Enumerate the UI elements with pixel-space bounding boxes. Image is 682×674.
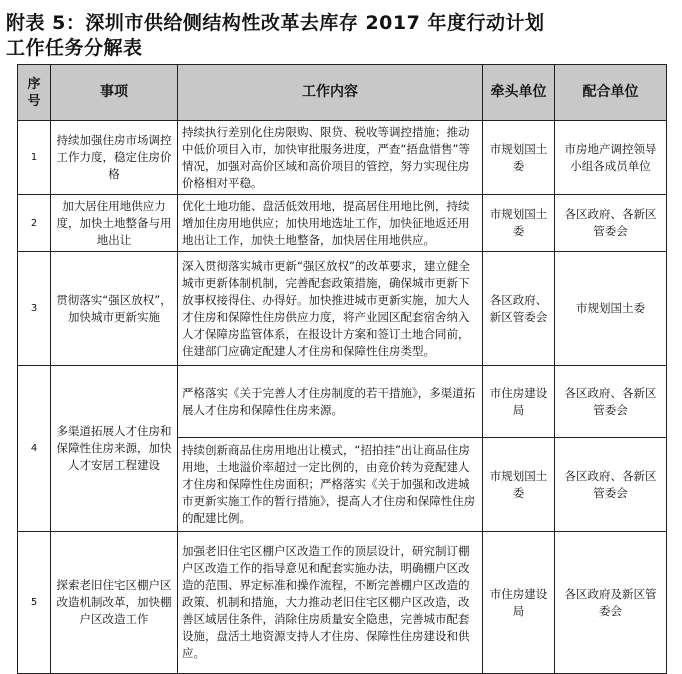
header-seq: 序号	[18, 65, 51, 121]
header-coop: 配合单位	[555, 65, 667, 121]
row-item: 多渠道拓展人才住房和保障性住房来源，加快人才安居工程建设	[51, 366, 178, 532]
row-seq: 1	[18, 121, 51, 195]
header-item: 事项	[51, 65, 178, 121]
row-content: 持续创新商品住房用地出让模式，“招拍挂”出让商品住房用地，土地溢价率超过一定比例的，由竞价转为竞配建人才住房和保障性住房面积；严格落实《关于加强和改进城市更新实施工作的暂行措施》，提高人才住房和保障性住房的配建比例。	[178, 438, 483, 532]
row-item: 持续加强住房市场调控工作力度，稳定住房价格	[51, 121, 178, 195]
table-row	[18, 252, 667, 366]
row-coop: 各区政府、各新区管委会	[555, 438, 667, 532]
row-content: 严格落实《关于完善人才住房制度的若干措施》，多渠道拓展人才住房和保障性住房来源。	[178, 366, 483, 438]
table-header-row	[18, 65, 667, 121]
table-row	[18, 121, 667, 195]
row-lead: 各区政府、新区管委会	[483, 252, 555, 366]
row-lead: 市规划国土委	[483, 438, 555, 532]
row-content: 优化土地功能、盘活低效用地，提高居住用地比例，持续增加住房用地供应；加快用地选址工作，加快征地返还用地出让工作，加快土地整备，加快居住用地供应。	[178, 195, 483, 252]
table-row	[18, 366, 667, 438]
row-seq: 2	[18, 195, 51, 252]
row-item: 贯彻落实“强区放权”，加快城市更新实施	[51, 252, 178, 366]
row-lead: 市住房建设局	[483, 532, 555, 674]
row-item: 加大居住用地供应力度，加快土地整备与用地出让	[51, 195, 178, 252]
row-lead: 市住房建设局	[483, 366, 555, 438]
row-content: 加强老旧住宅区棚户区改造工作的顶层设计，研究制订棚户区改造工作的指导意见和配套实施办法，明确棚户区改造的范围、界定标准和操作流程，不断完善棚户区改造的政策、机制和措施，大力推动老旧住宅区棚户区改造，改善区域居住条件，消除住房质量安全隐患，完善城市配套设施，盘活土地资源支持人才住房、保障性住房建设和供应。	[178, 532, 483, 674]
row-coop: 各区政府及新区管委会	[555, 532, 667, 674]
row-coop: 市房地产调控领导小组各成员单位	[555, 121, 667, 195]
row-seq: 3	[18, 252, 51, 366]
row-coop: 各区政府、各新区管委会	[555, 366, 667, 438]
row-seq: 4	[18, 366, 51, 532]
row-coop: 市规划国土委	[555, 252, 667, 366]
document-title: 附表 5：深圳市供给侧结构性改革去库存 2017 年度行动计划	[6, 12, 545, 34]
row-content: 深入贯彻落实城市更新“强区放权”的改革要求，建立健全城市更新体制机制，完善配套政策措施，确保城市更新下放事权接得住、办得好。加快推进城市更新实施，加大人才住房和保障性住房供应力度，将产业园区配套宿舍纳入人才保障房监管体系，在报设计方案和签订土地合同前，住建部门应确定配建人才住房和保障性住房类型。	[178, 252, 483, 366]
table-row	[18, 532, 667, 674]
document-subtitle: 工作任务分解表	[6, 37, 143, 59]
row-lead: 市规划国土委	[483, 195, 555, 252]
table-row	[18, 195, 667, 252]
row-seq: 5	[18, 532, 51, 674]
header-content: 工作内容	[178, 65, 483, 121]
row-content: 持续执行差别化住房限购、限贷、税收等调控措施；推动中低价项目入市，加快审批服务进度，严查“捂盘惜售”等情况，加强对高价区域和高价项目的管控，努力实现住房价格相对平稳。	[178, 121, 483, 195]
row-item: 探索老旧住宅区棚户区改造机制改革，加快棚户区改造工作	[51, 532, 178, 674]
row-coop: 各区政府、各新区管委会	[555, 195, 667, 252]
row-lead: 市规划国土委	[483, 121, 555, 195]
task-table	[17, 64, 667, 674]
header-lead: 牵头单位	[483, 65, 555, 121]
